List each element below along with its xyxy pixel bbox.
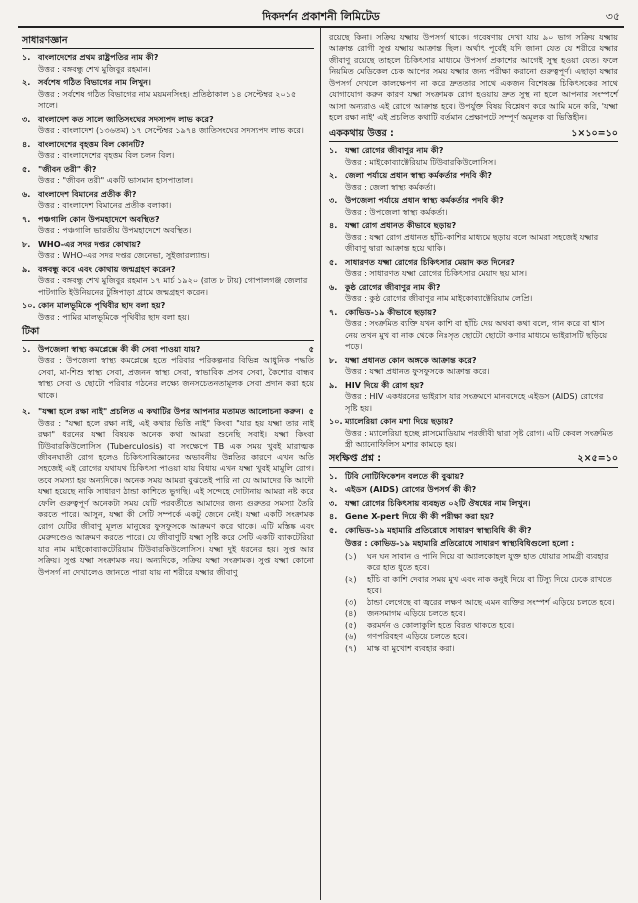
continued-paragraph: রয়েছে কিনা। সক্রিয় যক্ষ্মায় উপসর্গ থাকে। গবেষণায় দেখা যায় ৯০ ভাগ সক্রিয় যক্ষ্মায় আক্রান্ত রোগী সুপ্ত যক্ষ্মায় আক্রান্ত ছিল। অর্থাৎ পূর্বেই যদি জানা যেত যে শরীরে যক্ষ্মার জীবাণু রয়েছে তাহলে চিকিৎসার মাধ্যমে উপসর্গ প্রকাশের আগেই সুস্থ হওয়া যেত। ফলে নিয়মিত মেডিকেল চেক আপের সময় যক্ষ্মার জন্য পরীক্ষা করানো গুরুত্বপূর্ণ। এছাড়া যক্ষ্মার উপসর্গ দেখলে কালক্ষেপণ না করে দ্রুততার সাথে একজন বিশেষজ্ঞ চিকিৎসকের সাথে যোগাযোগ করুন কারণ যক্ষ্মা সংক্রামক রোগ হওয়ায় দ্রুত সুস্থ না হলে আপনার সংস্পর্শে আসা অন্যরাও এই রোগে আক্রান্ত হবে। উপর্যুক্ত বিষয় বিশ্লেষণ করে আমি মনে করি, 'যক্ষ্মা হলে রক্ষা নাই' এই প্রচলিত কথাটি বর্তমান প্রেক্ষাপটে সম্পূর্ণ অমূলক বা ভিত্তিহীন।: [329, 32, 619, 123]
question-number: ১.: [329, 470, 338, 481]
question-text: বাংলাদেশ বিমানের প্রতীক কী?: [38, 188, 137, 199]
answer-text: উত্তর : জেলা স্বাস্থ্য কর্মকর্তা।: [345, 181, 436, 192]
question-text: HIV দিয়ে কী রোগ হয়?: [345, 379, 424, 390]
covid-guideline-item: [345, 608, 618, 619]
question-body: [345, 471, 618, 482]
short-question-item: [329, 471, 618, 482]
gk-item: [22, 264, 314, 298]
question-body: [345, 170, 618, 193]
question-number: ৯.: [22, 263, 31, 274]
question-body: [345, 380, 618, 414]
answer-text: উত্তর : বাংলাদেশের বৃহত্তম বিল চলন বিল।: [38, 150, 175, 161]
question-text: যক্ষ্মা রোগের চিকিৎসায় ব্যবহৃত ০২টি ঔষধের নাম লিখুন।: [345, 497, 531, 508]
tika-item-1: ১. উপজেলা স্বাস্থ্য কমপ্লেক্সে কী কী সেবা পাওয়া যায়? ৫ উত্তর : উপজেলা স্বাস্থ্য কমপ্লেক্সে হতে পরিবার পরিকল্পনার বিভিন্ন আধুনিক পদ্ধতি সেবা, মা-শিশু স্বাস্থ্য সেবা, প্রজনন স্বাস্থ্য সেবা, স্বাভাবিক প্রসব সেবা, কৈশোর বান্ধব স্বাস্থ্য সেবা ও ছোটো পরিবার গঠনের লক্ষ্যে জনসচেতনতামূলক সেবা প্রদান করা হয়ে থাকে।: [22, 343, 314, 400]
question-text: সাধারণত যক্ষ্মা রোগের চিকিৎসার মেয়াদ কত দিনের?: [345, 256, 515, 267]
gk-item: [22, 52, 314, 75]
guideline-number: (৩): [345, 596, 357, 607]
question-number: ৫.: [22, 163, 31, 174]
question-text: এইডস (AIDS) রোগের উপসর্গ কী কী?: [345, 484, 477, 495]
question-text: "জীবন তরী" কী?: [38, 163, 97, 174]
question-text: বাংলাদেশের বৃহত্তম বিল কোনটি?: [38, 138, 145, 149]
question-body: [38, 139, 314, 162]
section-heading-tika: টিকা: [22, 325, 314, 340]
question-text: সর্বশেষ গঠিত বিভাগের নাম লিখুন।: [38, 77, 151, 88]
one-word-item: [329, 220, 618, 254]
question-text: ম্যালেরিয়া কোন মশা দিয়ে ছড়ায়?: [345, 416, 454, 427]
answer-text: উত্তর : সংক্রমিত ব্যক্তি যখন কাশি বা হাঁচি দেয় অথবা কথা বলে, গান করে বা শ্বাস নেয় তখন মুখ বা নাক থেকে নিঃসৃত ছোটো ছোটো কণার মাধ্যমে ভাইরাসটি ছড়িয়ে পড়ে।: [345, 318, 608, 352]
short-question-item: [329, 511, 618, 522]
covid-guideline-item: [345, 551, 618, 574]
gk-item: [22, 114, 314, 137]
question-body: [345, 145, 618, 168]
question-number: ১০.: [22, 300, 36, 311]
question-number: ২.: [329, 170, 338, 181]
question-text: বঙ্গবন্ধু কবে এবং কোথায় জন্মগ্রহণ করেন?: [38, 263, 176, 274]
question-text: জেলা পর্যায়ে প্রধান স্বাস্থ্য কর্মকর্তার পদবি কী?: [345, 170, 492, 181]
section-heading-one-word: এককথায় উত্তর : ১×১০=১০: [329, 127, 618, 142]
guideline-number: (১): [345, 550, 357, 561]
covid-answer-intro: উত্তর : কোভিড-১৯ মহামারি প্রতিরোধে সাধারণ স্বাস্থ্যবিধিগুলো হলো :: [345, 538, 575, 549]
short-question-list: [329, 471, 618, 536]
question-text: বাংলাদেশের প্রথম রাষ্ট্রপতির নাম কী?: [38, 52, 159, 63]
answer-text: উত্তর : HIV একধরনের ভাইরাস যার সংক্রমণে মানবদেহে এইডস (AIDS) রোগের সৃষ্টি হয়।: [345, 391, 604, 413]
left-column: [18, 28, 321, 900]
answer-text: উত্তর : উপজেলা স্বাস্থ্য কর্মকর্তা।: [345, 206, 448, 217]
question-text: কোভিড-১৯ কীভাবে ছড়ায়?: [345, 306, 437, 317]
question-text: কোভিড-১৯ মহামারি প্রতিরোধে সাধারণ স্বাস্থ্যবিধি কী কী?: [345, 524, 532, 535]
answer-text: উত্তর : মাইকোব্যাক্টেরিয়াম টিউবারকিউলোসিস।: [345, 156, 497, 167]
one-word-item: [329, 257, 618, 280]
question-body: [38, 164, 314, 187]
one-word-item: [329, 282, 618, 305]
question-number: ১.: [329, 145, 338, 156]
question-text: Gene X-pert দিয়ে কী কী পরীক্ষা করা হয়?: [345, 511, 495, 522]
question-body: [345, 525, 618, 536]
question-number: ৩.: [329, 497, 338, 508]
gk-item: [22, 214, 314, 237]
gk-item: [22, 300, 314, 323]
guideline-text: ঘন ঘন সাবান ও পানি দিয়ে বা অ্যালকোহল যুক্ত হাত ধোয়ার সামগ্রী ব্যবহার করে হাত ধুতে হবে।: [367, 550, 609, 573]
answer-text: উত্তর : সর্বশেষ গঠিত বিভাগের নাম ময়মনসিংহ। প্রতিষ্ঠাকাল ১৪ সেপ্টেম্বর ২০১৫ সালে।: [38, 88, 297, 111]
question-number: ২.: [22, 77, 31, 88]
answer-text: উত্তর : বঙ্গবন্ধু শেখ মুজিবুর রহমান ১৭ মার্চ ১৯২০ (রাত ৮ টায়) গোপালগঞ্জ জেলার পাটগাতি ইউনিয়নের টুঙ্গিপাড়া গ্রামে জন্মগ্রহণ করেন।: [38, 275, 308, 297]
section-heading-short: সংক্ষিপ্ত প্রশ্ন : ২×৫=১০: [329, 452, 618, 467]
guideline-text: মাস্ক বা মুখোশ ব্যবহার করা।: [367, 642, 455, 653]
covid-answer: [329, 538, 618, 654]
question-number: ৭.: [329, 306, 338, 317]
question-number: ৩.: [22, 113, 31, 124]
question-number: ৮.: [329, 354, 338, 365]
gk-item: [22, 77, 314, 111]
one-word-item: [329, 355, 618, 378]
covid-guideline-list: [345, 551, 618, 654]
one-word-item: [329, 380, 618, 414]
question-number: ৪.: [329, 511, 338, 522]
question-body: [345, 257, 618, 280]
answer-text: উত্তর : বঙ্গবন্ধু শেখ মুজিবুর রহমান।: [38, 63, 151, 74]
answer-text: উত্তর : বাংলাদেশ (১৩৬তম) ১৭ সেপ্টেম্বর ১৯৭৪ জাতিসংঘের সদস্যপদ লাভ করে।: [38, 125, 304, 136]
question-body: [345, 220, 618, 254]
answer-text: উত্তর : কুষ্ঠ রোগের জীবাণুর নাম মাইকোব্যাক্টেরিয়াম লেপ্রি।: [345, 293, 533, 304]
covid-guideline-item: [345, 597, 618, 608]
gk-question-list: [22, 52, 314, 323]
publisher-name: দিকদর্শন প্রকাশনী লিমিটেড: [262, 10, 380, 23]
right-column: [321, 28, 624, 900]
question-text: যক্ষ্মা রোগ প্রধানত কীভাবে ছড়ায়?: [345, 220, 457, 231]
question-text: টিবি নোটিফিকেশন বলতে কী বুঝায়?: [345, 470, 465, 481]
question-number: ৭.: [22, 213, 31, 224]
gk-item: [22, 164, 314, 187]
question-body: [38, 77, 314, 111]
guideline-text: গণপরিবহণ এড়িয়ে চলতে হবে।: [367, 631, 468, 642]
covid-guideline-item: [345, 631, 618, 642]
question-text: কুষ্ঠ রোগের জীবাণুর নাম কী?: [345, 281, 441, 292]
answer-text: উত্তর : পঞ্চগালি ভারতীয় উপমহাদেশে অবস্থিত।: [38, 225, 192, 236]
question-number: ৮.: [22, 238, 31, 249]
guideline-text: জনসমাগম এড়িয়ে চলতে হবে।: [367, 608, 466, 619]
two-column-body: [18, 28, 624, 900]
short-question-item: [329, 498, 618, 509]
tika-answer: উত্তর : "যক্ষ্মা হলে রক্ষা নাই, এই কথার ভিত্তি নাই" কিংবা "যার হয় যক্ষ্মা তার নাই রক্ষা" ধরনের যক্ষ্মা বিষয়ক অনেক কথা আমরা শুনেছি সবাই। যক্ষ্মা কিংবা টিউবারকিউলোসিস (Tuberculosis) বা সংক্ষেপে TB এক সময় খুবই মারাত্মক জীবনঘাতী রোগ হলেও চিকিৎসাবিজ্ঞানের অভাবনীয় উন্নতির কারণে এখন অতি সহজেই এই রোগের যথাযথ চিকিৎসা পাওয়া যায় বিধায় এখন যক্ষ্মা খুবই মামুলি রোগ। তবে সমস্যা হয় অন্যদিকে। অনেক সময় আমরা বুঝতেই পারি না যে আমাদের কি আদৌ যক্ষ্মা হয়েছে নাকি সাধারণ ঠান্ডা কাশিতে ভুগছি। এই সন্দেহে দোটানায় আমরা নষ্ট করে ফেলি গুরুত্বপূর্ণ অনেকটা সময় যেটি পরবর্তীতে আমাদের জন্য গুরুতর সমস্যা তৈরি করতে পারে। আসুন, যক্ষ্মা কী সেটি সম্পর্কে একটু জেনে নেই। যক্ষ্মা একটি সংক্রামক রোগ যেটির জীবাণু মূলত মানুষের ফুসফুসকে আক্রমণ করে থাকে। এটি মস্তিষ্ক এবং মেরুদণ্ডেও আক্রমণ করতে পারে। যে জীবাণুটি যক্ষ্মা সৃষ্টি করে সেটি একটি ব্যাকটেরিয়া যার নাম মাইকোব্যাকটেরিয়াম টিউবারকিউলোসিস। যক্ষ্মা দুই ধরনের হয়। সুপ্ত আর সক্রিয়। সুপ্ত যক্ষ্মা সংক্রামক নয়। অন্যদিকে, সক্রিয় যক্ষ্মা সংক্রামক। সুপ্ত যক্ষ্মা কোনো উপসর্গ না দেখালেও জানতে পারা যায় না শরীরে যক্ষ্মার জীবাণু: [38, 417, 314, 577]
question-body: [345, 511, 618, 522]
one-word-item: [329, 145, 618, 168]
question-text: পঞ্চগালি কোন উপমহাদেশে অবস্থিত?: [38, 213, 160, 224]
question-body: [38, 239, 314, 262]
covid-guideline-item: [345, 643, 618, 654]
question-number: ৪.: [22, 138, 31, 149]
question-body: [38, 264, 314, 298]
question-text: যক্ষ্মা প্রধানত কোন অঙ্গকে আক্রান্ত করে?: [345, 354, 477, 365]
guideline-number: (৪): [345, 608, 357, 619]
tika-item-2: ২. "যক্ষ্মা হলে রক্ষা নাই" প্রচলিত এ কথাটির উপর আপনার মতামত আলোচনা করুন। ৫ উত্তর : "যক্ষ্মা হলে রক্ষা নাই, এই কথার ভিত্তি নাই" কিংবা "যার হয় যক্ষ্মা তার নাই রক্ষা" ধরনের যক্ষ্মা বিষয়ক অনেক কথা আমরা শুনেছি সবাই। যক্ষ্মা কিংবা টিউবারকিউলোসিস (Tuberculosis) বা সংক্ষেপে TB এক সময় খুবই মারাত্মক জীবনঘাতী রোগ হলেও চিকিৎসাবিজ্ঞানের অভাবনীয় উন্নতির কারণে এখন অতি সহজেই এই রোগের যথাযথ চিকিৎসা পাওয়া যায় বিধায় এখন যক্ষ্মা খুবই মামুলি রোগ। তবে সমস্যা হয় অন্যদিকে। অনেক সময় আমরা বুঝতেই পারি না যে আমাদের কি আদৌ যক্ষ্মা হয়েছে নাকি সাধারণ ঠান্ডা কাশিতে ভুগছি। এই সন্দেহে দোটানায় আমরা নষ্ট করে ফেলি গুরুত্বপূর্ণ অনেকটা সময় যেটি পরবর্তীতে আমাদের জন্য গুরুতর সমস্যা তৈরি করতে পারে। আসুন, যক্ষ্মা কী সেটি সম্পর্কে একটু জেনে নেই। যক্ষ্মা একটি সংক্রামক রোগ যেটির জীবাণু মূলত মানুষের ফুসফুসকে আক্রমণ করে থাকে। এটি মস্তিষ্ক এবং মেরুদণ্ডেও আক্রমণ করতে পারে। যে জীবাণুটি যক্ষ্মা সৃষ্টি করে সেটি একটি ব্যাকটেরিয়া যার নাম মাইকোব্যাকটেরিয়াম টিউবারকিউলোসিস। যক্ষ্মা দুই ধরনের হয়। সুপ্ত আর সক্রিয়। সুপ্ত যক্ষ্মা সংক্রামক নয়। অন্যদিকে, সক্রিয় যক্ষ্মা সংক্রামক। সুপ্ত যক্ষ্মা কোনো উপসর্গ না দেখালেও জানতে পারা যায় না শরীরে যক্ষ্মার জীবাণু: [22, 406, 314, 577]
marks: ১×১০=১০: [571, 127, 618, 139]
question-number: ৫.: [329, 256, 338, 267]
one-word-item: [329, 307, 618, 353]
question-number: ১.: [22, 52, 31, 63]
guideline-number: (৭): [345, 642, 357, 653]
short-question-item: [329, 484, 618, 495]
answer-text: উত্তর : ম্যালেরিয়া হচ্ছে প্লাসমোডিয়াম পরজীবী দ্বারা সৃষ্ট রোগ। এটি কেবল সংক্রমিত স্ত্রী অ্যানোফিলিস মশার কামড়ে হয়।: [345, 427, 613, 449]
tika-question: "যক্ষ্মা হলে রক্ষা নাই" প্রচলিত এ কথাটির উপর আপনার মতামত আলোচনা করুন।: [38, 406, 304, 417]
question-number: ৫.: [329, 524, 338, 535]
page-header: [18, 8, 624, 28]
marks: ৫: [308, 406, 314, 417]
gk-item: [22, 189, 314, 212]
answer-text: উত্তর : "জীবন তরী" একটি ভাসমান হাসপাতাল।: [38, 175, 193, 186]
question-body: [345, 498, 618, 509]
question-text: কোন মালভূমিকে পৃথিবীর ছাদ বলা হয়?: [38, 300, 166, 311]
one-word-item: [329, 170, 618, 193]
one-word-item: [329, 195, 618, 218]
guideline-text: হাঁচি বা কাশি দেবার সময় মুখ এবং নাক কনুই দিয়ে বা টিস্যু দিয়ে ঢেকে রাখতে হবে।: [367, 573, 612, 596]
question-body: [345, 282, 618, 305]
answer-text: উত্তর : পামির মালভূমিকে পৃথিবীর ছাদ বলা হয়।: [38, 311, 190, 322]
tika-question: উপজেলা স্বাস্থ্য কমপ্লেক্সে কী কী সেবা পাওয়া যায়?: [38, 343, 201, 354]
one-word-question-list: [329, 145, 618, 450]
question-body: [38, 189, 314, 212]
one-word-item: [329, 416, 618, 450]
question-body: [345, 484, 618, 495]
covid-guideline-item: [345, 620, 618, 631]
marks: ৫: [308, 343, 314, 354]
answer-text: উত্তর : WHO-এর সদর দপ্তর জেনেভা, সুইজারল্যান্ড।: [38, 250, 210, 261]
question-number: ১০.: [329, 416, 343, 427]
page-number: ৩৫: [605, 10, 620, 23]
marks: ২×৫=১০: [577, 453, 618, 465]
guideline-number: (৬): [345, 631, 357, 642]
short-question-item: [329, 525, 618, 536]
question-body: [345, 355, 618, 378]
guideline-text: করমর্দন ও কোলাকুলি হতে বিরত থাকতে হবে।: [367, 619, 515, 630]
question-body: [345, 195, 618, 218]
question-number: ২.: [329, 484, 338, 495]
question-number: ৬.: [22, 188, 31, 199]
question-number: ৩.: [329, 195, 338, 206]
question-body: [345, 416, 618, 450]
answer-text: উত্তর : যক্ষ্মা প্রধানত ফুসফুসকে আক্রান্ত করে।: [345, 366, 490, 377]
question-body: [38, 114, 314, 137]
guideline-number: (৫): [345, 619, 357, 630]
question-body: [38, 214, 314, 237]
question-text: যক্ষ্মা রোগের জীবাণুর নাম কী?: [345, 145, 444, 156]
answer-text: উত্তর : সাধারণত যক্ষ্মা রোগের চিকিৎসার মেয়াদ ছয় মাস।: [345, 268, 528, 279]
question-text: বাংলাদেশ কত সালে জাতিসংঘের সদস্যপদ লাভ করে?: [38, 113, 214, 124]
question-number: ৯.: [329, 379, 338, 390]
question-text: উপজেলা পর্যায়ে প্রধান স্বাস্থ্য কর্মকর্তার পদবি কী?: [345, 195, 504, 206]
section-heading-gk: সাধারণজ্ঞান: [22, 34, 314, 49]
guideline-number: (২): [345, 573, 357, 584]
covid-guideline-item: [345, 574, 618, 597]
gk-item: [22, 239, 314, 262]
question-number: ৪.: [329, 220, 338, 231]
question-body: [345, 307, 618, 353]
answer-text: উত্তর : বাংলাদেশ বিমানের প্রতীক বলাকা।: [38, 200, 172, 211]
question-body: [38, 52, 314, 75]
question-body: [38, 300, 314, 323]
gk-item: [22, 139, 314, 162]
question-text: WHO-এর সদর দপ্তর কোথায়?: [38, 238, 141, 249]
guideline-text: ঠান্ডা লেগেছে বা জ্বরের লক্ষণ আছে এমন ব্যক্তির সংস্পর্শ এড়িয়ে চলতে হবে।: [367, 596, 615, 607]
question-number: ৬.: [329, 281, 338, 292]
answer-text: উত্তর : যক্ষ্মা রোগ প্রধানত হাঁচি-কাশির মাধ্যমে ছড়ায় বলে আমরা সহজেই যক্ষ্মার জীবাণু দ্বারা আক্রান্ত হয়ে থাকি।: [345, 231, 599, 254]
tika-answer: উত্তর : উপজেলা স্বাস্থ্য কমপ্লেক্সে হতে পরিবার পরিকল্পনার বিভিন্ন আধুনিক পদ্ধতি সেবা, মা-শিশু স্বাস্থ্য সেবা, প্রজনন স্বাস্থ্য সেবা, স্বাভাবিক প্রসব সেবা, কৈশোর বান্ধব স্বাস্থ্য সেবা ও ছোটো পরিবার গঠনের লক্ষ্যে জনসচেতনতামূলক সেবা প্রদান করা হয়ে থাকে।: [38, 355, 314, 400]
